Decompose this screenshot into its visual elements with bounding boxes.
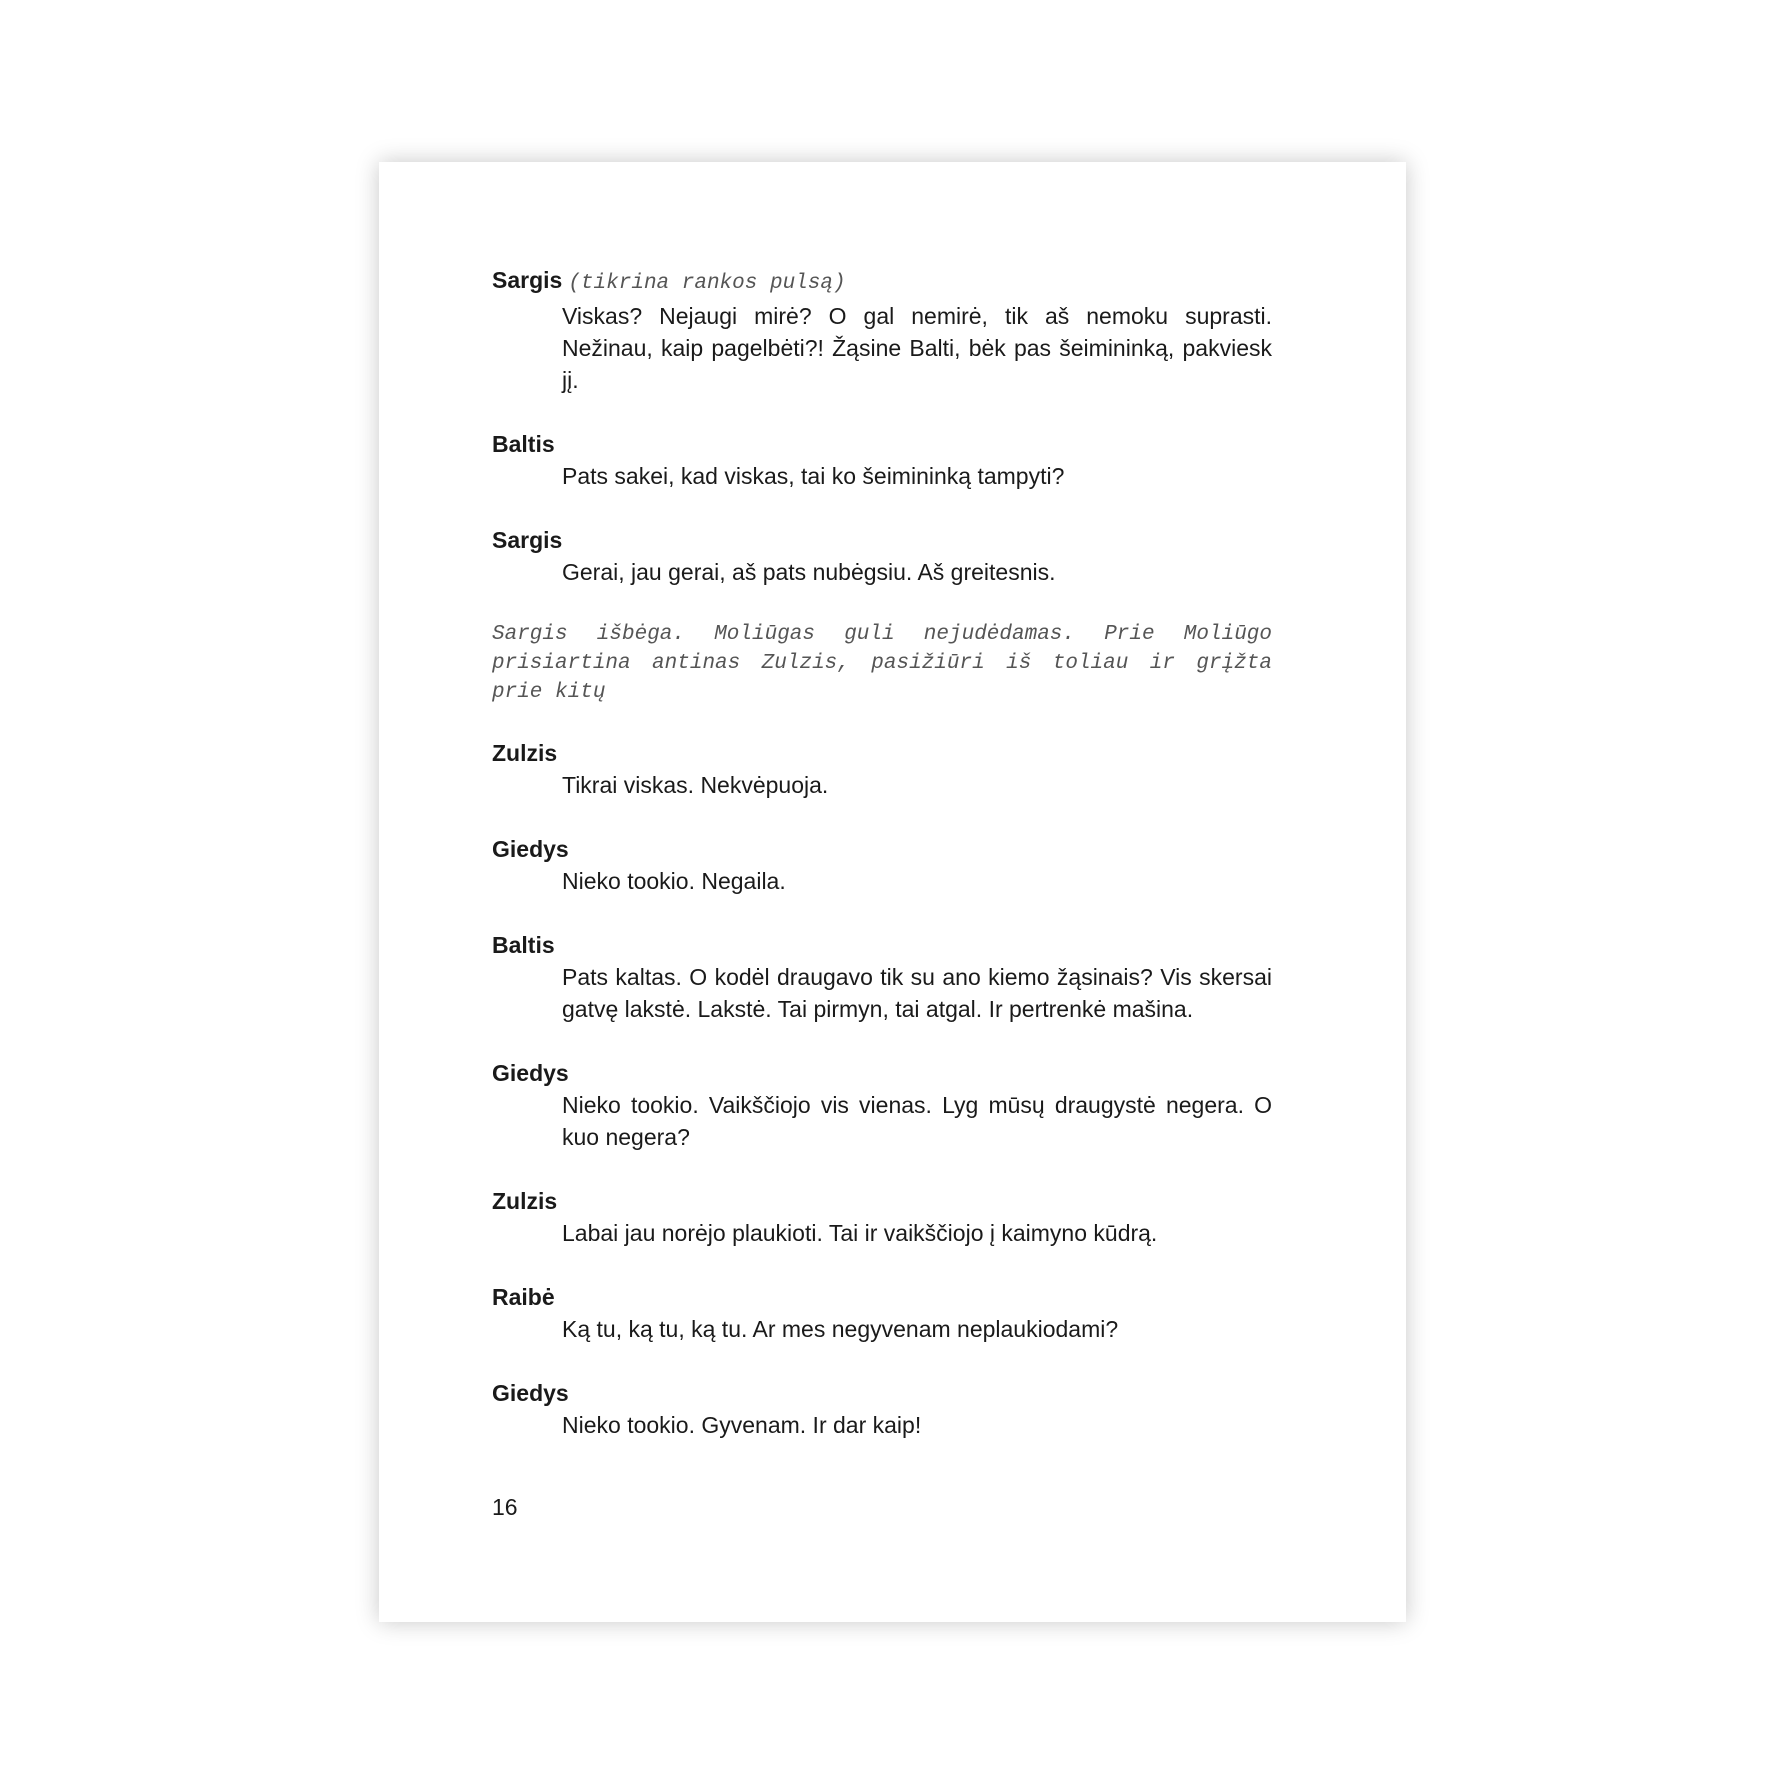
speaker-line xyxy=(492,1377,1272,1409)
speaker-name: Zulzis xyxy=(492,1188,558,1214)
speech-text: Pats kaltas. O kodėl draugavo tik su ano kiemo žąsinais? Vis skersai gatvę lakstė. Lakstė. Tai pirmyn, tai atgal. Ir pertrenkė mašina. xyxy=(562,964,1272,1022)
page-number: 16 xyxy=(492,1494,518,1520)
speech-text: Pats sakei, kad viskas, tai ko šeimininką tampyti? xyxy=(562,463,1065,489)
speaker-line xyxy=(492,524,1272,556)
speech-text: Ką tu, ką tu, ką tu. Ar mes negyvenam neplaukiodami? xyxy=(562,1316,1119,1342)
speech-text: Nieko tookio. Gyvenam. Ir dar kaip! xyxy=(562,1412,922,1438)
speech-text: Viskas? Nejaugi mirė? O gal nemirė, tik aš nemoku suprasti. Nežinau, kaip pagelbėti?! Žąsine Balti, bėk pas šeimininką, pakviesk jį. xyxy=(562,303,1272,393)
script-content xyxy=(492,264,1272,1473)
speaker-line xyxy=(492,1281,1272,1313)
speaker-name: Sargis xyxy=(492,527,563,553)
dialogue-block xyxy=(492,737,1272,801)
dialogue-block xyxy=(492,1057,1272,1153)
speaker-name: Raibė xyxy=(492,1284,555,1310)
speech-text: Nieko tookio. Negaila. xyxy=(562,868,786,894)
inline-stage-direction: (tikrina rankos pulsą) xyxy=(568,272,846,295)
speaker-line xyxy=(492,264,1272,300)
speaker-name: Baltis xyxy=(492,431,555,457)
speech-text: Gerai, jau gerai, aš pats nubėgsiu. Aš greitesnis. xyxy=(562,559,1056,585)
speaker-line xyxy=(492,1185,1272,1217)
book-page xyxy=(379,162,1406,1622)
speaker-name: Giedys xyxy=(492,1380,569,1406)
dialogue-block xyxy=(492,929,1272,1025)
stage-direction: Sargis išbėga. Moliūgas guli nejudėdamas. Prie Moliūgo prisiartina antinas Zulzis, pasižiūri iš toliau ir grįžta prie kitų xyxy=(492,623,1272,704)
speaker-line xyxy=(492,833,1272,865)
dialogue-block xyxy=(492,264,1272,396)
speaker-name: Zulzis xyxy=(492,740,558,766)
speaker-line xyxy=(492,1057,1272,1089)
speaker-name: Sargis xyxy=(492,267,563,293)
speaker-line xyxy=(492,929,1272,961)
speech-text: Tikrai viskas. Nekvėpuoja. xyxy=(562,772,829,798)
speaker-line xyxy=(492,428,1272,460)
speaker-name: Baltis xyxy=(492,932,555,958)
dialogue-block xyxy=(492,833,1272,897)
speaker-name: Giedys xyxy=(492,836,569,862)
speaker-line xyxy=(492,737,1272,769)
dialogue-block xyxy=(492,1185,1272,1249)
dialogue-block xyxy=(492,1377,1272,1441)
speaker-name: Giedys xyxy=(492,1060,569,1086)
speech-text: Labai jau norėjo plaukioti. Tai ir vaikščiojo į kaimyno kūdrą. xyxy=(562,1220,1158,1246)
dialogue-block xyxy=(492,524,1272,588)
speech-text: Nieko tookio. Vaikščiojo vis vienas. Lyg mūsų draugystė negera. O kuo negera? xyxy=(562,1092,1272,1150)
dialogue-block xyxy=(492,428,1272,492)
dialogue-block xyxy=(492,1281,1272,1345)
